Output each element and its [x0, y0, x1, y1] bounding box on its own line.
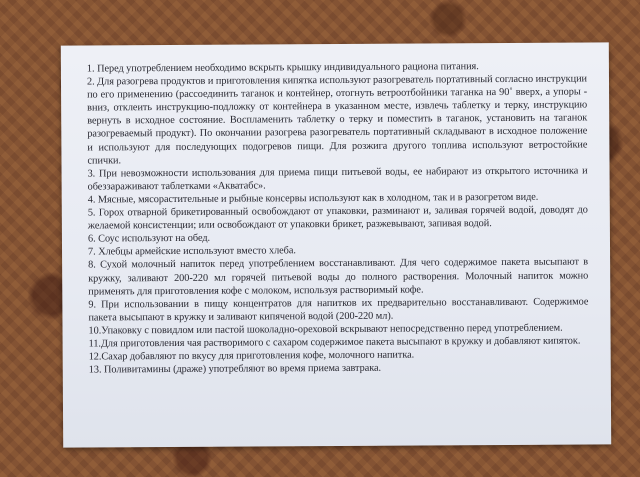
instruction-paragraph-6: 6. Соус используют на обед. — [87, 232, 211, 245]
instruction-paragraph-7: 7. Хлебцы армейские используют вместо хлеба. — [88, 245, 296, 258]
instruction-paragraph-9: 9. При использовании в пищу концентратов для напитков их предварительно восстанавливают. Содержимое пакета высыпают в кружку и заливают кипяченой водой (200-220 мл). — [88, 296, 589, 324]
instruction-paragraph-3: 3. При невозможности использования для приема пищи питьевой воды, ее набирают из открытого источника и обеззараживают таблетками «Акватабс». — [87, 165, 588, 193]
instruction-paragraph-1: 1. Перед употреблением необходимо вскрыть крышку индивидуального рациона питания. — [86, 61, 479, 75]
instruction-paragraph-12: 12.Сахар добавляют по вкусу для приготовления кофе, молочного напитка. — [88, 349, 415, 363]
instruction-paragraph-4: 4. Мясные, мясорастительные и рыбные консервы используют как в холодном, так и в разогретом виде. — [87, 191, 539, 206]
instruction-paragraph-13: 13. Поливитамины (драже) употребляют во время приема завтрака. — [88, 362, 382, 376]
instruction-paragraph-8: 8. Сухой молочный напиток перед употреблением восстанавливают. Для чего содержимое пакета высыпают в кружку, заливают 200-220 мл горячей питьевой воды до полного растворения. Молочный напиток можно применять для приготовления кофе с молоком, используя растворимый кофе. — [88, 256, 589, 298]
instruction-paragraph-10: 10.Упаковку с повидлом или пастой шоколадно-ореховой вскрывают непосредственно перед употреблением. — [88, 322, 563, 337]
instruction-paragraph-11: 11.Для приготовления чая растворимого с сахаром содержимое пакета высыпают в кружку и добавляют кипяток. — [88, 335, 581, 350]
instruction-paragraph-5: 5. Горох отварной брикетированный освобождают от упаковки, разминают и, заливая горячей водой, доводят до желаемой консистенции; или освобождают от упаковки брикет, разжевывают, запивая водой. — [87, 204, 588, 232]
instruction-paragraph-2: 2. Для разогрева продуктов и приготовления кипятка используют разогреватель портативный согласно инструкции по его применению (рассоединить таганок и контейнер, отогнуть ветроотбойники таганка на 90˚ вверх, а упоры - вниз, отклеить инструкцию-подложку от контейнера в указанном месте, извлечь таблетку и терку, инструкцию вернуть в исходное состояние. Воспламенить таблетку о терку и поместить в таганок, установить на таганок разогреваемый продукт). По окончании разогрева разогреватель портативный складывают в исходное положение и используют для последующих подогревов пищи. Для розжига другого топлива используют ветростойкие спички. — [86, 73, 588, 167]
instruction-sheet — [61, 42, 611, 447]
